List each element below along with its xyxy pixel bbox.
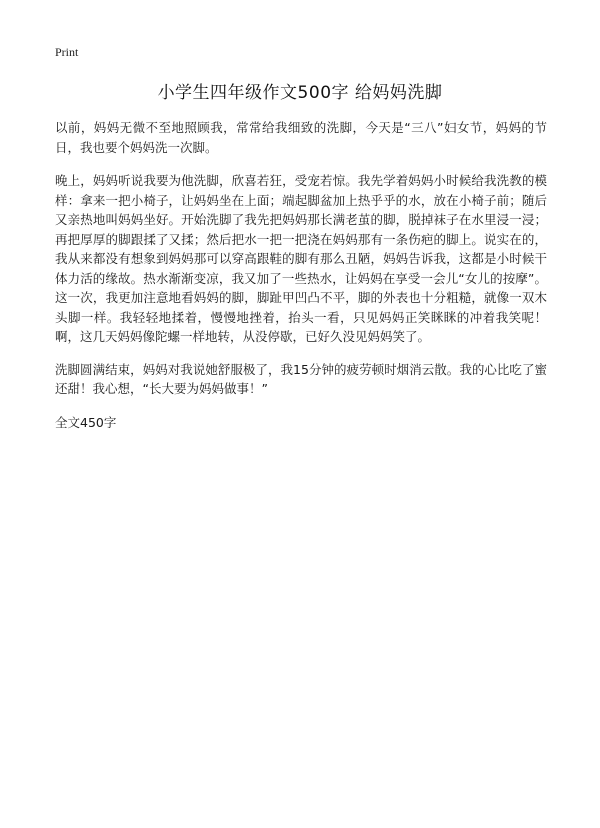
paragraph-conclusion: 洗脚圆满结束，妈妈对我说她舒服极了，我15分钟的疲劳顿时烟消云散。我的心比吃了蜜还甜！我心想，“长大要为妈妈做事！”	[55, 361, 547, 396]
print-link[interactable]: Print	[55, 45, 79, 59]
word-count: 全文450字	[55, 414, 117, 430]
paragraph-intro: 以前，妈妈无微不至地照顾我，常常给我细致的洗脚，今天是“三八”妇女节，妈妈的节日，我也要个妈妈洗一次脚。	[55, 120, 547, 155]
article-body	[55, 118, 547, 432]
paragraph-main: 晚上，妈妈听说我要为他洗脚，欣喜若狂，受宠若惊。我先学着妈妈小时候给我洗教的模样：拿来一把小椅子，让妈妈坐在上面；端起脚盆加上热乎乎的水，放在小椅子前；随后又亲热地叫妈妈坐好。开始洗脚了我先把妈妈那长满老茧的脚，脱掉袜子在水里浸一浸；再把厚厚的脚跟揉了又揉；然后把水一把一把浇在妈妈那有一条伤疤的脚上。说实在的，我从来都没有想象到妈妈那可以穿高跟鞋的脚有那么丑陋，妈妈告诉我，这都是小时候干体力活的缘故。热水渐渐变凉，我又加了一些热水，让妈妈在享受一会儿“女儿的按摩”。这一次，我更加注意地看妈妈的脚，脚趾甲凹凸不平，脚的外表也十分粗糙，就像一双木头脚一样。我轻轻地揉着，慢慢地挫着，抬头一看，只见妈妈正笑眯眯的冲着我笑呢！啊，这几天妈妈像陀螺一样地转，从没停歇，已好久没见妈妈笑了。	[55, 173, 547, 344]
article-title: 小学生四年级作文500字 给妈妈洗脚	[157, 83, 443, 103]
